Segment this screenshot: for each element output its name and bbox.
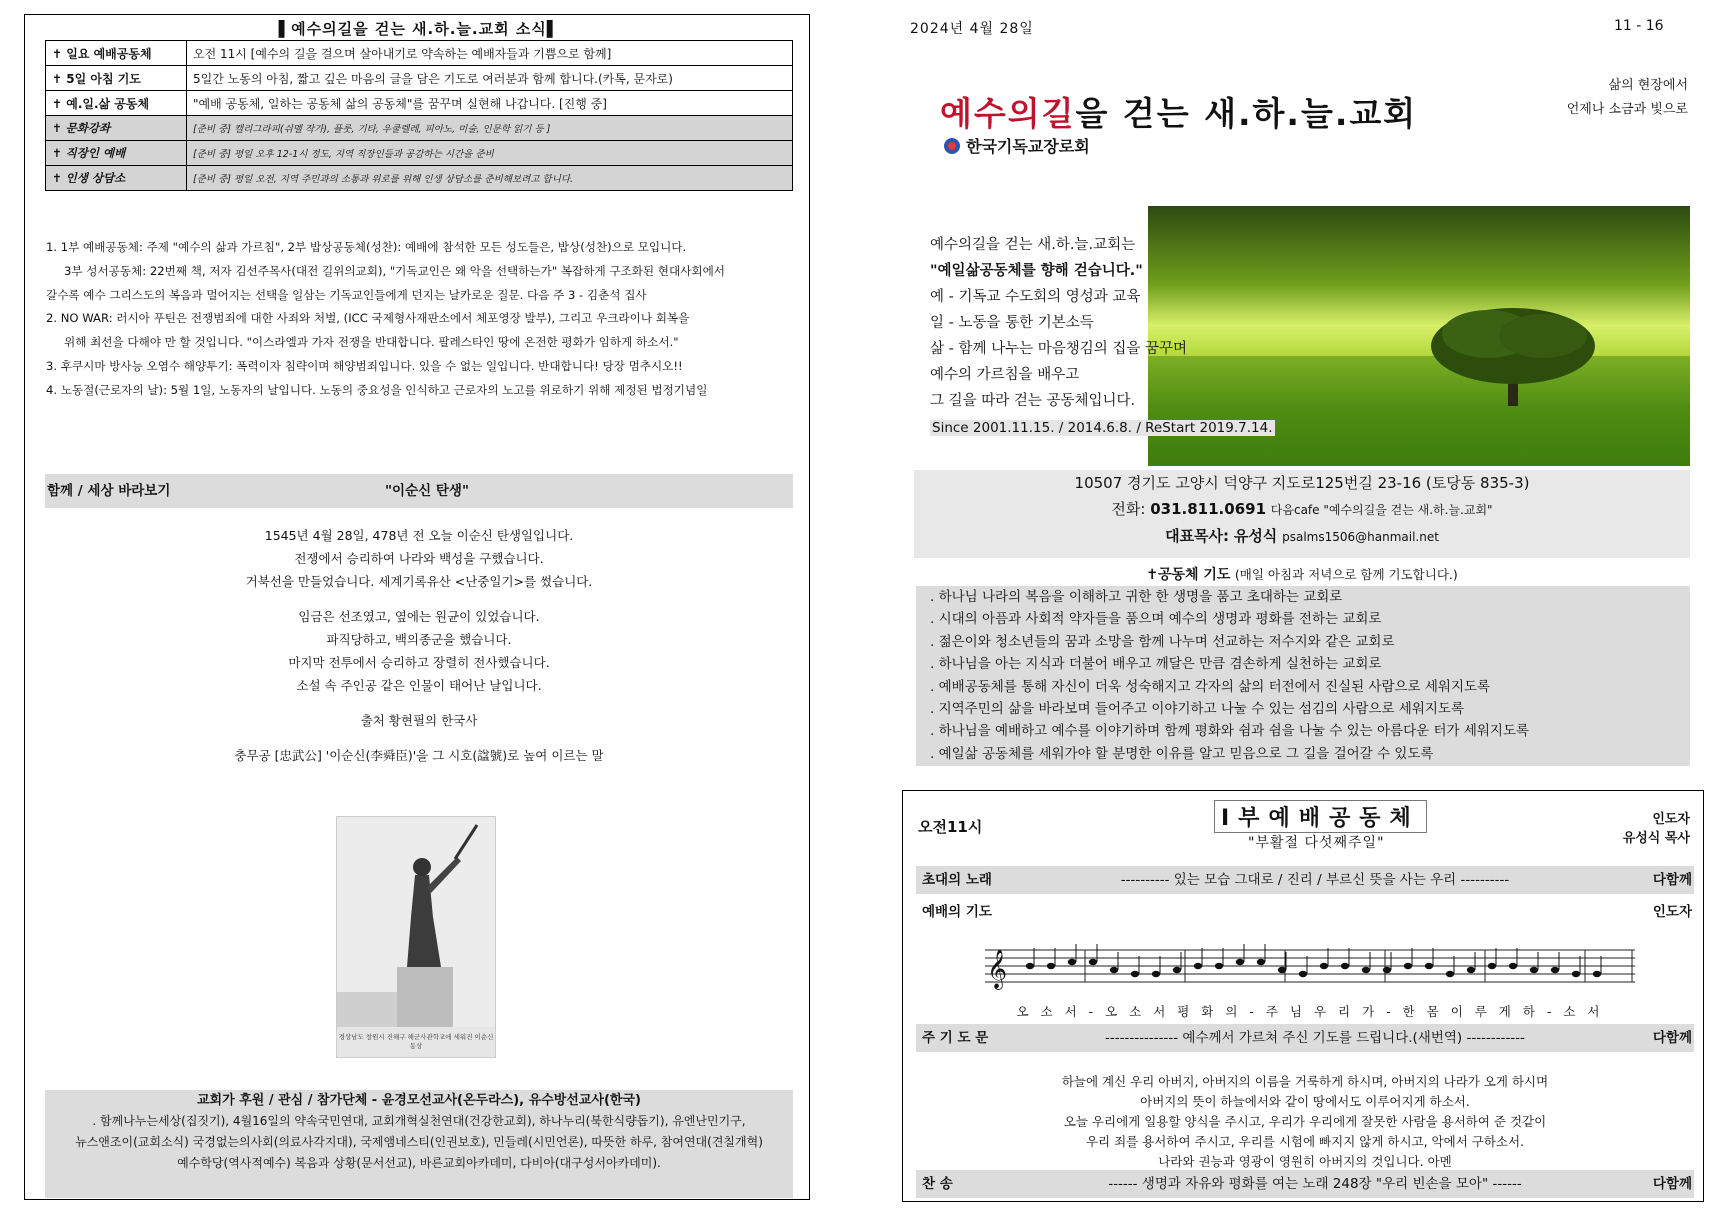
music-note — [1551, 967, 1559, 973]
prayer-note: (매일 아침과 저녁으로 함께 기도합니다.) — [1234, 567, 1458, 582]
order-content: ------ 생명과 자유와 평화를 여는 노래 248장 "우리 빈손을 모아" ------ — [1108, 1176, 1522, 1192]
news-row — [46, 141, 793, 166]
statue-photo — [336, 816, 496, 1058]
music-note — [1509, 963, 1517, 969]
news-row — [46, 166, 793, 191]
page-number: 11 - 16 — [1614, 18, 1664, 34]
order-label: 찬 송 — [922, 1176, 953, 1192]
music-note — [1383, 967, 1391, 973]
pastor-name: 유성식 — [1233, 527, 1278, 545]
contact-box — [914, 470, 1690, 558]
svg-text:𝄞: 𝄞 — [987, 949, 1008, 989]
music-note — [1047, 963, 1055, 969]
church-name-rest: 을 걷는 새.하.늘.교회 — [1075, 94, 1418, 133]
service-leader-name: 유성식 목사 — [1622, 831, 1690, 846]
denomination-logo-icon — [944, 138, 960, 154]
prayer-item: . 하나님 나라의 복음을 이해하고 귀한 한 생명을 품고 초대하는 교회로 — [930, 589, 1343, 605]
tagline-line: 언제나 소금과 빛으로 — [1566, 102, 1688, 117]
world-section-title: "이순신 탄생" — [385, 483, 469, 499]
notice-line: 3부 성서공동체: 22번째 책, 저자 김선주목사(대전 길위의교회), "기독교인은 왜 악을 선택하는가" 복잡하게 구조화된 현대사회에서 — [64, 263, 726, 278]
music-note — [1593, 971, 1601, 977]
news-row-text: [준비 중] 평일 오후 12-1시 정도, 지역 직장인들과 공감하는 시간을 준비 — [187, 141, 793, 166]
denomination-name: 한국기독교장로회 — [966, 137, 1090, 156]
music-staff — [985, 936, 1635, 996]
service-time: 오전11시 — [918, 818, 983, 836]
song-lyrics: 오 소 서 - 오 소 서 평 화 의 - 주 님 우 리 가 - 한 몸 이 루 게 하 - 소 서 — [1016, 1004, 1604, 1019]
order-label: 예배의 기도 — [922, 904, 992, 920]
mission-line: 예 - 기독교 수도회의 영성과 교육 — [930, 289, 1141, 305]
news-table — [45, 40, 793, 191]
news-title: ▌예수의길을 걷는 새.하.늘.교회 소식▌ — [278, 20, 560, 38]
support-line: 예수학당(역사적예수) 복음과 상황(문서선교), 바른교회아카데미, 다비아(대구성서아카데미). — [177, 1156, 661, 1170]
order-content: --------------- 예수께서 가르쳐 주신 기도를 드립니다.(새번역) ------------ — [1105, 1030, 1525, 1046]
world-section-body — [45, 524, 793, 767]
music-note — [1257, 959, 1265, 965]
statue-caption: 경상남도 창원시 진해구 해군사관학교에 세워진 이순신 동상 — [338, 1033, 494, 1050]
service-leader — [1610, 810, 1690, 848]
world-line: 임금은 선조였고, 옆에는 원균이 있었습니다. — [298, 609, 540, 624]
mission-line: 예수의 가르침을 배우고 — [930, 367, 1080, 383]
order-row-lords-prayer — [916, 1024, 1694, 1052]
music-note — [1530, 967, 1538, 973]
world-section-label: 함께 / 세상 바라보기 — [47, 483, 171, 499]
prayer-title — [914, 564, 1690, 584]
news-row-label: ✝ 인생 상담소 — [46, 166, 187, 191]
phone-label: 전화: — [1111, 500, 1146, 518]
music-note — [1236, 959, 1244, 965]
tagline — [1540, 74, 1688, 122]
email-link[interactable]: psalms1506@hanmail.net — [1282, 530, 1439, 544]
notices-list — [46, 236, 794, 403]
music-note — [1194, 963, 1202, 969]
world-line: 거북선을 만들었습니다. 세계기록유산 <난중일기>를 썼습니다. — [245, 574, 593, 589]
service-title: I부예배공동체 — [1214, 800, 1427, 833]
order-role: 인도자 — [1652, 904, 1692, 920]
music-note — [1362, 967, 1370, 973]
order-label: 주 기 도 문 — [922, 1030, 989, 1046]
news-row-text: [준비 중] 평일 오전, 지역 주민과의 소통과 위로를 위해 인생 상담소를 준비해보려고 합니다. — [187, 166, 793, 191]
music-note — [1320, 963, 1328, 969]
mission-statement — [930, 232, 1190, 414]
lords-prayer-line: 오늘 우리에게 일용할 양식을 주시고, 우리가 우리에게 잘못한 사람을 용서하여 준 것같이 — [1063, 1114, 1547, 1129]
music-note — [1131, 971, 1139, 977]
notice-line: 2. NO WAR: 러시아 푸틴은 전쟁범죄에 대한 사죄와 처벌, (ICC 국제형사재판소에서 체포영장 발부), 그리고 우크라이나 회복을 — [46, 311, 690, 326]
news-row-label: ✝ 5일 아침 기도 — [46, 66, 187, 91]
world-line: 소설 속 주인공 같은 인물이 태어난 날입니다. — [296, 678, 542, 693]
world-line: 마지막 전투에서 승리하고 장렬히 전사했습니다. — [288, 655, 550, 670]
notice-line: 위해 최선을 다해야 만 할 것입니다. "이스라엘과 가자 전쟁을 반대합니다. 팔레스타인 땅에 온전한 평화가 임하게 하소서." — [64, 335, 679, 350]
news-row-text: 5일간 노동의 아침, 짧고 깊은 마음의 글을 담은 기도로 여러분과 함께 합니다.(카톡, 문자로) — [187, 66, 793, 91]
lords-prayer-text — [916, 1072, 1694, 1172]
cafe-link[interactable]: 다음cafe "예수의길을 걷는 새.하.늘.교회" — [1270, 503, 1493, 517]
notice-line: 4. 노동절(근로자의 날): 5월 1일, 노동자의 날입니다. 노동의 중요성을 인식하고 근로자의 노고를 위로하기 위해 제정된 법정기념일 — [46, 382, 708, 397]
order-row-opening-song — [916, 866, 1694, 894]
news-row-text: [준비 중] 캘리그라피(쉬멜 작가), 플룻, 기타, 우쿨렐레, 피아노, 미술, 인문학 읽기 등 ] — [187, 116, 793, 141]
news-row-label: ✝ 직장인 예배 — [46, 141, 187, 166]
spacer — [45, 593, 793, 605]
notice-line: 3. 후쿠시마 방사능 오염수 해양투기: 폭력이자 침략이며 해양범죄입니다. 있을 수 없는 일입니다. 반대합니다! 당장 멈추시오!! — [46, 358, 683, 373]
lords-prayer-line: 우리 죄를 용서하여 주시고, 우리를 시험에 빠지지 않게 하시고, 악에서 구하소서. — [1085, 1134, 1525, 1149]
pastor-label: 대표목사: — [1165, 527, 1230, 545]
order-role: 다함께 — [1652, 1176, 1692, 1192]
mission-line: "예일삶공동체를 향해 걷습니다." — [930, 263, 1143, 279]
music-note — [1425, 963, 1433, 969]
order-role: 다함께 — [1652, 1030, 1692, 1046]
prayer-list — [916, 586, 1690, 766]
music-note — [1467, 967, 1475, 973]
prayer-heading: ✝공동체 기도 — [1146, 567, 1231, 583]
world-line: 충무공 [忠武公] '이순신(李舜臣)'을 그 시호(諡號)로 높여 이르는 말 — [234, 748, 604, 763]
lords-prayer-line: 나라와 권능과 영광이 영원히 아버지의 것입니다. 아멘 — [1158, 1154, 1452, 1169]
world-line: 출처 황현필의 한국사 — [360, 713, 478, 728]
notice-line: 갈수록 예수 그리스도의 복음과 멀어지는 선택을 일삼는 기독교인들에게 던지는 날카로운 질문. 다음 주 3 - 김춘석 집사 — [46, 287, 647, 302]
service-leader-label: 인도자 — [1652, 812, 1690, 827]
order-role: 다함께 — [1652, 872, 1692, 888]
music-note — [1572, 971, 1580, 977]
mission-line: 예수의길을 걷는 새.하.늘.교회는 — [930, 237, 1136, 253]
news-row — [46, 66, 793, 91]
prayer-item: . 지역주민의 삶을 바라보며 들어주고 이야기하고 나눌 수 있는 섬김의 사람으로 세워지도록 — [930, 701, 1465, 718]
prayer-item: . 시대의 아픔과 사회적 약자들을 품으며 예수의 생명과 평화를 전하는 교회로 — [930, 611, 1382, 628]
news-row — [46, 41, 793, 66]
mission-line: 일 - 노동을 통한 기본소득 — [930, 315, 1094, 331]
news-row — [46, 116, 793, 141]
order-content: ---------- 있는 모습 그대로 / 진리 / 부르신 뜻을 사는 우리 ---------- — [1120, 872, 1510, 888]
spacer — [45, 732, 793, 744]
founding-dates: Since 2001.11.15. / 2014.6.8. / ReStart 2019.7.14. — [932, 420, 1273, 436]
music-note — [1152, 971, 1160, 977]
music-note — [1173, 967, 1181, 973]
denomination — [944, 134, 1090, 157]
support-box — [45, 1090, 793, 1198]
lords-prayer-line: 아버지의 뜻이 하늘에서와 같이 땅에서도 이루어지게 하소서. — [1140, 1094, 1470, 1109]
news-row-text: "예배 공동체, 일하는 공동체 삶의 공동체"를 꿈꾸며 실현해 나갑니다. [진행 중] — [187, 91, 793, 116]
music-note — [1278, 967, 1286, 973]
news-row-label: ✝ 일요 예배공동체 — [46, 41, 187, 66]
tagline-line: 삶의 현장에서 — [1608, 78, 1688, 93]
lords-prayer-line: 하늘에 계신 우리 아버지, 아버지의 이름을 거룩하게 하시며, 아버지의 나라가 오게 하시며 — [1061, 1074, 1549, 1089]
news-row-label: ✝ 문화강좌 — [46, 116, 187, 141]
music-note — [1215, 963, 1223, 969]
music-note — [1404, 963, 1412, 969]
support-lines — [45, 1111, 793, 1174]
address: 10507 경기도 고양시 덕양구 지도로125번길 23-16 (토당동 835-3) — [1074, 474, 1530, 492]
notice-line: 1. 1부 예배공동체: 주제 "예수의 삶과 가르침", 2부 밥상공동체(성찬): 예배에 참석한 모든 성도들은, 밥상(성찬)으로 모입니다. — [46, 240, 687, 254]
prayer-item: . 하나님을 아는 지식과 더불어 배우고 깨달은 만큼 겸손하게 실천하는 교회로 — [930, 656, 1382, 673]
mission-line: 그 길을 따라 걷는 공동체입니다. — [930, 393, 1136, 409]
order-label: 초대의 노래 — [922, 872, 992, 888]
music-note — [1299, 971, 1307, 977]
order-row-prayer — [916, 898, 1694, 926]
music-note — [1089, 959, 1097, 965]
support-line: 뉴스앤조이(교회소식) 국경없는의사회(의료사각지대), 국제앰네스티(인권보호), 민들레(시민언론), 따뜻한 하루, 참여연대(견칠개혁) — [75, 1135, 763, 1149]
statue-image — [337, 817, 495, 1027]
support-heading: 교회가 후원 / 관심 / 참가단체 - 윤경모선교사(온두라스), 유수방선교사(한국) — [197, 1093, 641, 1108]
prayer-item: . 예배공동체를 통해 자신이 더욱 성숙해지고 각자의 삶의 터전에서 진실된 사람으로 세워지도록 — [930, 678, 1491, 695]
church-name-red: 예수의길 — [940, 94, 1076, 133]
service-subtitle: "부활절 다섯째주일" — [1248, 835, 1385, 851]
bulletin-date: 2024년 4월 28일 — [910, 21, 1034, 37]
music-note — [1488, 963, 1496, 969]
music-note — [1026, 963, 1034, 969]
church-name — [940, 88, 1417, 135]
world-line: 파직당하고, 백의종군을 했습니다. — [326, 632, 512, 647]
music-note — [1110, 967, 1118, 973]
world-section-bar — [45, 474, 793, 508]
world-line: 1545년 4월 28일, 478년 전 오늘 이순신 탄생일입니다. — [264, 528, 574, 543]
prayer-item: . 젊은이와 청소년들의 꿈과 소망을 함께 나누며 선교하는 저수지와 같은 교회로 — [930, 633, 1395, 650]
prayer-item: . 하나님을 예배하고 예수를 이야기하며 함께 평화와 쉼과 쉼을 나눌 수 있는 아름다운 터가 세워지도록 — [930, 723, 1530, 740]
mission-line: 삶 - 함께 나누는 마음챙김의 집을 꿈꾸며 — [930, 341, 1187, 357]
world-line: 전쟁에서 승리하여 나라와 백성을 구했습니다. — [294, 551, 544, 566]
music-note — [1446, 971, 1454, 977]
news-row — [46, 91, 793, 116]
news-row-text: 오전 11시 [예수의 길을 걸으며 살아내기로 약속하는 예배자들과 기쁨으로 함께] — [187, 41, 793, 66]
music-note — [1068, 959, 1076, 965]
support-line: . 함께나누는세상(집짓기), 4월16일의 약속국민연대, 교회개혁실천연대(건강한교회), 하나누리(북한식량돕기), 유엔난민기구, — [92, 1114, 746, 1128]
spacer — [45, 697, 793, 709]
order-row-hymn — [916, 1170, 1694, 1198]
music-note — [1341, 963, 1349, 969]
prayer-item: . 예일삶 공동체를 세워가야 할 분명한 이유를 알고 믿음으로 그 길을 걸어갈 수 있도록 — [930, 745, 1434, 762]
news-row-label: ✝ 예.일.삶 공동체 — [46, 91, 187, 116]
phone-number[interactable]: 031.811.0691 — [1150, 500, 1267, 518]
